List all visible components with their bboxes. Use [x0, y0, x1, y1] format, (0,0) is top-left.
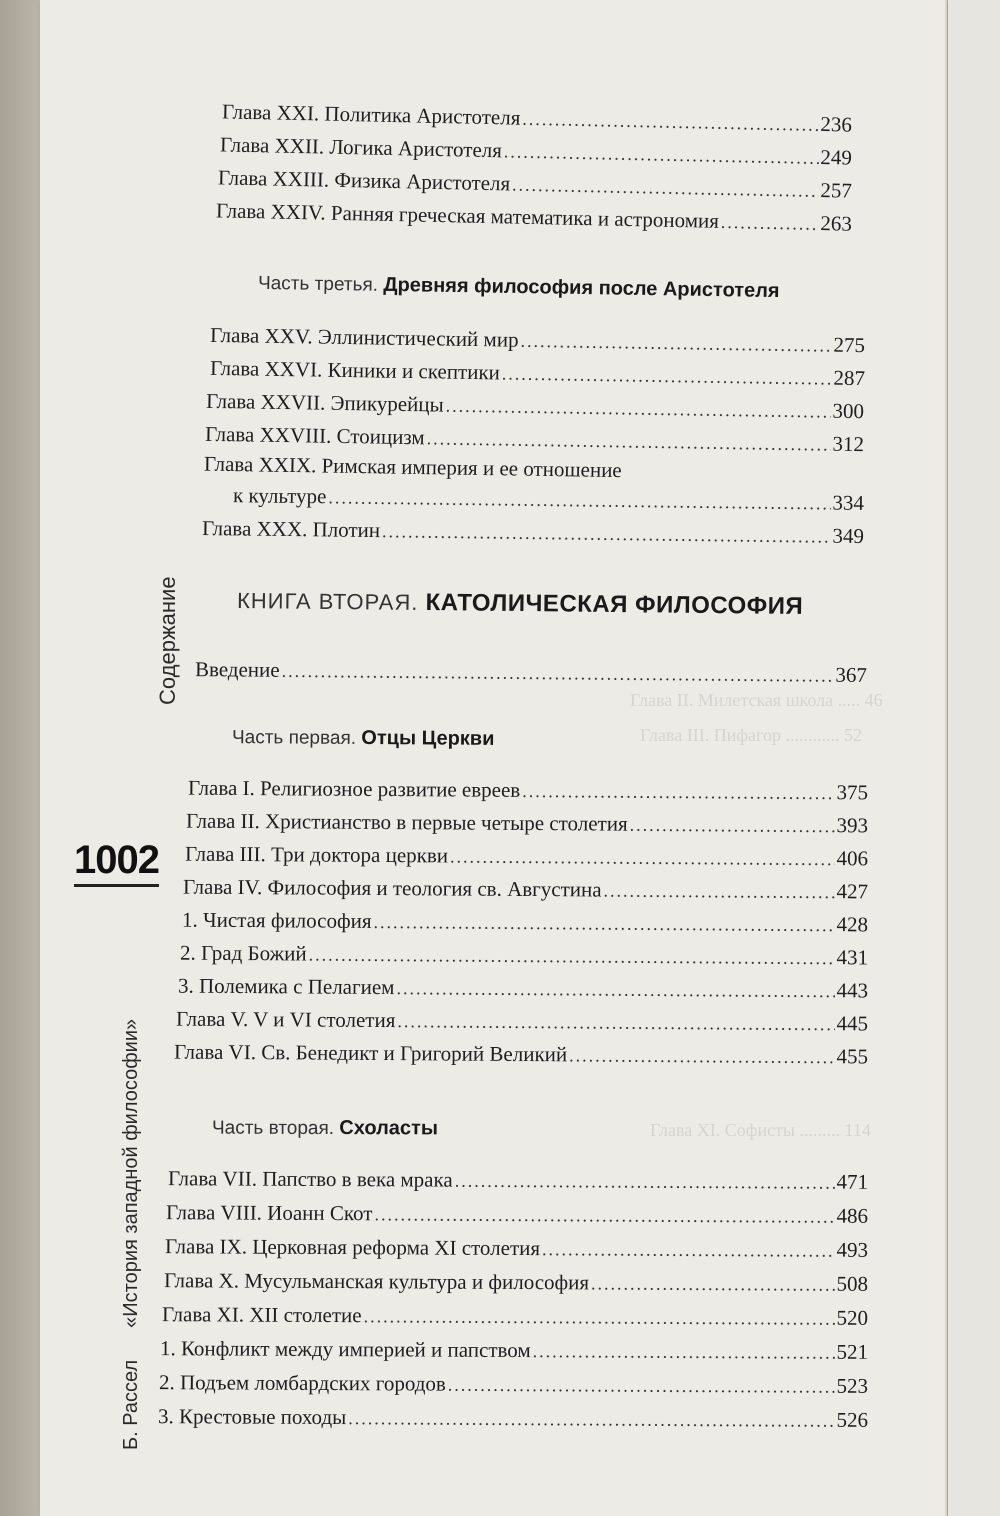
toc-entry: Глава X. Мусульманская культура и философия ..... 508 [164, 1268, 868, 1297]
toc-entry: Глава XXVII. Эпикурейцы ..... 300 [206, 389, 864, 424]
page-number-rule [74, 884, 159, 887]
toc-subentry: 3. Полемика с Пелагием ..... 443 [178, 974, 868, 1004]
toc-subentry: 2. Град Божий ..... 431 [180, 941, 868, 971]
show-through-text: Глава III. Пифагор ............ 52 [640, 725, 862, 745]
part-heading: Часть вторая. Схоласты [211, 1117, 438, 1140]
show-through-text: Глава II. Милетская школа ..... 46 [630, 690, 883, 710]
toc-entry: Глава IX. Церковная реформа XI столетия ..... 493 [165, 1234, 868, 1263]
part-heading: Часть первая. Отцы Церкви [231, 726, 495, 750]
toc-subentry: 2. Подъем ломбардских городов ..... 523 [159, 1370, 868, 1399]
show-through-text: Глава XI. Софисты ......... 114 [650, 1120, 871, 1140]
toc-entry: Глава II. Христианство в первые четыре столетия ..... 393 [186, 809, 868, 839]
toc-entry: Глава I. Религиозное развитие евреев ..... 375 [188, 776, 868, 806]
toc-entry: Введение ..... 367 [195, 657, 867, 688]
running-head-section: Содержание [155, 576, 180, 705]
toc-entry: Глава VI. Св. Бенедикт и Григорий Великий ..... 455 [174, 1040, 868, 1070]
toc-entry: Глава XXIII. Физика Аристотеля ..... 257 [218, 165, 852, 203]
toc-entry: Глава XXI. Политика Аристотеля ..... 236 [222, 99, 852, 137]
toc-entry: Глава VII. Папство в века мрака ..... 471 [168, 1166, 868, 1195]
toc-entry: Глава XXV. Эллинистический мир ..... 275 [210, 323, 865, 358]
page-number: 1002 [74, 838, 159, 882]
running-head-book [120, 987, 143, 1450]
toc-entry: Глава XXIV. Ранняя греческая математика и астрономия ..... 263 [216, 198, 852, 236]
toc-entry: Глава III. Три доктора церкви ..... 406 [185, 842, 868, 872]
book-page [40, 0, 947, 1516]
toc-entry: Глава IV. Философия и теология св. Августина ..... 427 [183, 875, 868, 905]
toc-entry-line1: Глава XXIX. Римская империя и ее отношение [203, 451, 622, 483]
toc-subentry: 1. Чистая философия ..... 428 [182, 908, 868, 938]
adjacent-page-edge [948, 0, 1000, 1516]
toc-entry: Глава XXVIII. Стоицизм ..... 312 [205, 422, 864, 457]
toc-entry: Глава V. V и VI столетия ..... 445 [176, 1007, 868, 1037]
toc-entry: Глава XXVI. Киники и скептики ..... 287 [210, 356, 865, 391]
toc-entry: Глава XXII. Логика Аристотеля ..... 249 [220, 132, 852, 170]
part-heading: Часть третья. Древняя философия после Аристотеля [257, 272, 780, 303]
toc-entry: Глава XXX. Плотин ..... 349 [202, 516, 864, 549]
book-title: «История западной философии» [120, 1018, 142, 1328]
toc-entry: Глава VIII. Иоанн Скот ..... 486 [166, 1200, 868, 1229]
author-name: Б. Рассел [120, 1359, 142, 1450]
book-heading: КНИГА ВТОРАЯ. КАТОЛИЧЕСКАЯ ФИЛОСОФИЯ [236, 588, 804, 620]
toc-entry: Глава XI. XII столетие ..... 520 [162, 1302, 868, 1331]
toc-entry: к культуре ..... 334 [233, 483, 864, 516]
toc-subentry: 1. Конфликт между империей и папством ..... 521 [160, 1336, 868, 1365]
toc-subentry: 3. Крестовые походы ..... 526 [158, 1404, 868, 1433]
